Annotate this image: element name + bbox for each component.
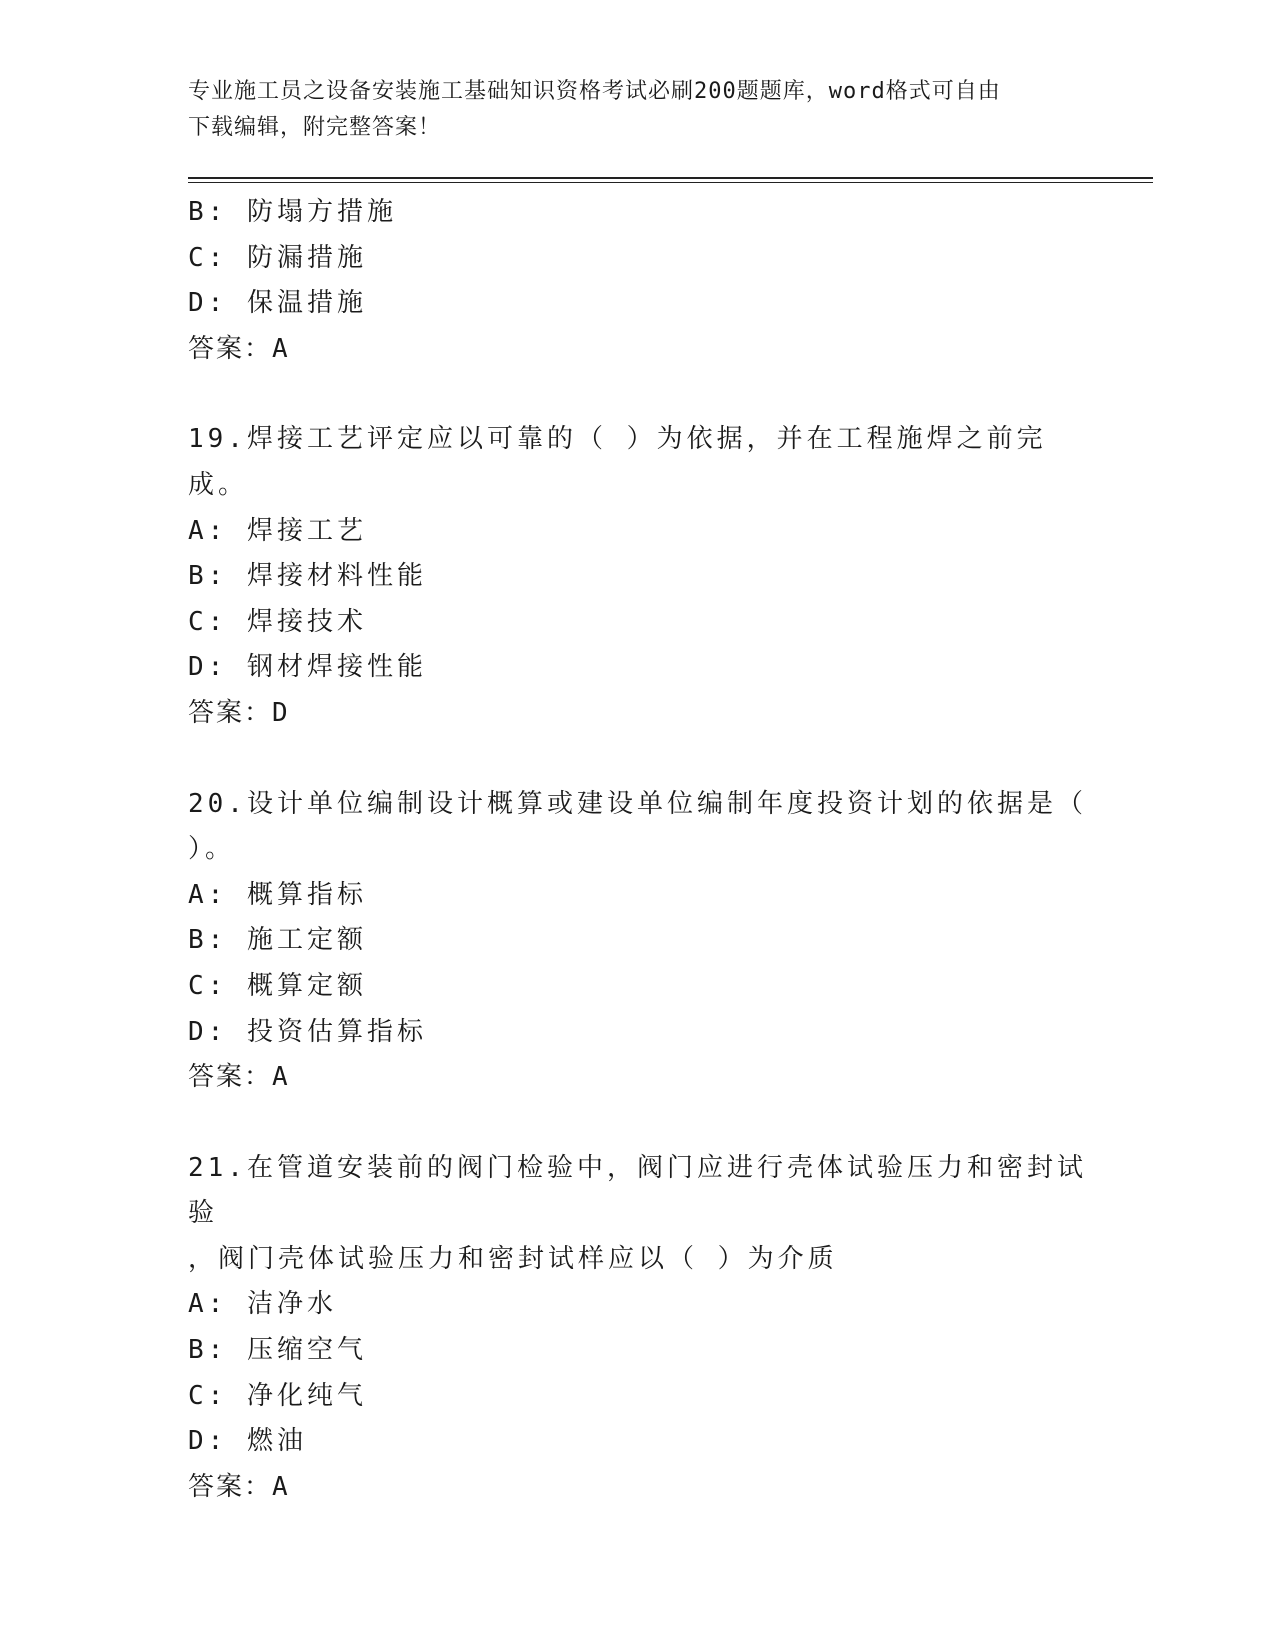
answer-line: 答案：D: [188, 697, 290, 728]
header-title-line-2: 下载编辑，附完整答案！: [188, 115, 442, 140]
question-stem-line: 19.焊接工艺评定应以可靠的（ ）为依据，并在工程施焊之前完成。: [188, 424, 1047, 500]
answer-line: 答案：A: [188, 1062, 290, 1093]
document-header: [188, 74, 1088, 146]
question-stem-line: 20.设计单位编制设计概算或建设单位编制年度投资计划的依据是（: [188, 788, 1087, 819]
question-stem-line: 21.在管道安装前的阀门检验中，阀门应进行壳体试验压力和密封试验: [188, 1152, 1087, 1229]
question-list: [188, 190, 1108, 1510]
option-a: A: 概算指标: [188, 879, 367, 910]
option-b: B: 防塌方措施: [188, 197, 397, 227]
question-19: [188, 417, 1108, 736]
question-21: [188, 1146, 1108, 1511]
header-title-line-1: 专业施工员之设备安装施工基础知识资格考试必刷200题题库，word格式可自由: [188, 79, 1001, 104]
answer-line: 答案：A: [188, 1471, 290, 1502]
option-b: B: 施工定额: [188, 925, 367, 956]
question-18-continuation: [188, 190, 1108, 372]
question-stem: [188, 417, 1088, 508]
option-a: A: 洁净水: [188, 1289, 337, 1320]
question-stem-line: ）。: [188, 834, 236, 865]
option-d: D: 燃油: [188, 1426, 307, 1457]
answer-line: 答案：A: [188, 333, 290, 364]
option-c: C: 概算定额: [188, 970, 367, 1001]
question-stem: [188, 1146, 1088, 1283]
option-b: B: 焊接材料性能: [188, 561, 427, 592]
option-b: B: 压缩空气: [188, 1335, 367, 1366]
option-d: D: 投资估算指标: [188, 1016, 427, 1047]
question-stem-line: ，阀门壳体试验压力和密封试样应以（ ）为介质: [188, 1243, 838, 1274]
option-d: D: 钢材焊接性能: [188, 652, 427, 683]
option-d: D: 保温措施: [188, 288, 367, 319]
option-c: C: 净化纯气: [188, 1380, 367, 1411]
option-c: C: 焊接技术: [188, 606, 367, 637]
question-20: [188, 782, 1108, 1101]
question-stem: [188, 782, 1088, 873]
option-a: A: 焊接工艺: [188, 515, 367, 546]
header-divider-thin: [188, 182, 1153, 183]
option-c: C: 防漏措施: [188, 242, 367, 273]
header-divider-thick: [188, 177, 1153, 179]
